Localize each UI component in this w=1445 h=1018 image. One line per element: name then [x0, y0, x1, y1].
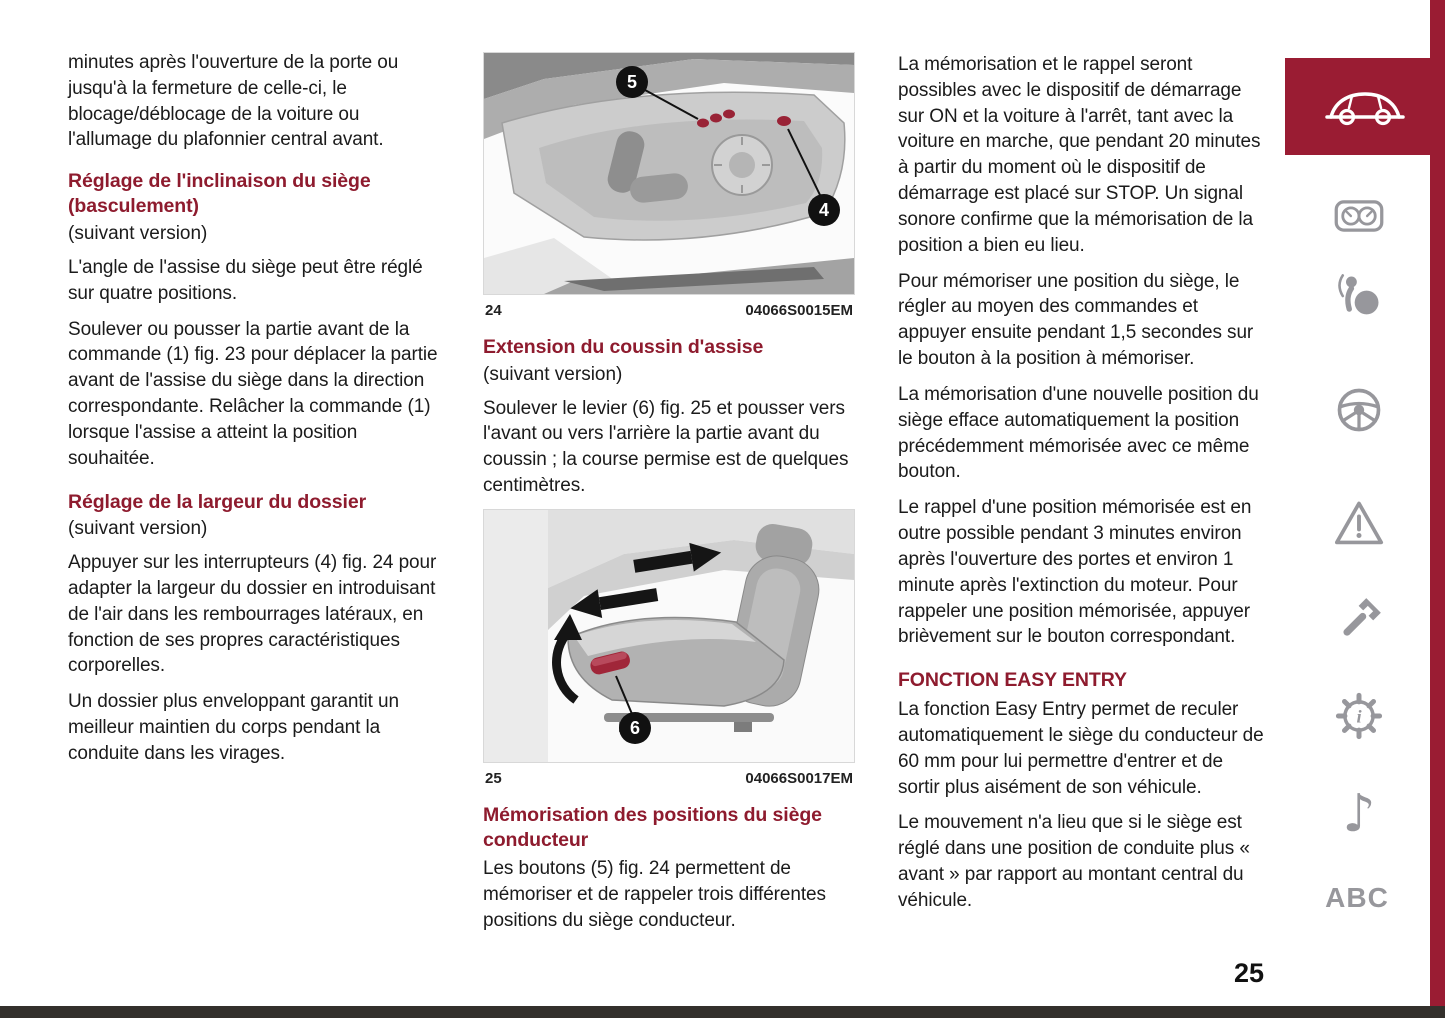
paragraph-memory-store: Pour mémoriser une position du siège, le régler au moyen des commandes et appuyer ensuite pendant 1,5 secondes sur le bouton à la position à mémoriser. — [898, 270, 1254, 370]
gauges-icon — [1333, 190, 1385, 242]
sidebar-tab-multimedia[interactable] — [1329, 784, 1389, 844]
paragraph-easy-entry: La fonction Easy Entry permet de reculer automatiquement le siège du conducteur de 60 mm pour lui permettre d'entrer et de sortir plus aisément de son véhicule. — [898, 699, 1264, 798]
figure-25-caption — [485, 770, 853, 787]
gear-info-icon — [1333, 690, 1385, 742]
middle-column — [483, 52, 855, 943]
paragraph-backrest-support: Un dossier plus enveloppant garantit un meilleur maintien du corps pendant la conduite dans les virages. — [68, 691, 399, 764]
paragraph-door-timer: minutes après l'ouverture de la porte ou jusqu'à la fermeture de celle-ci, le blocage/déblocage de la voiture ou l'allumage du plafonnier central avant. — [68, 52, 399, 151]
width-button-graphic — [777, 116, 791, 126]
callout-4-number: 4 — [818, 200, 830, 220]
figure-number: 24 — [485, 302, 502, 319]
heading-easy-entry: FONCTION EASY ENTRY — [898, 669, 1127, 692]
warning-triangle-icon — [1333, 498, 1385, 550]
sidebar-tab-emergency[interactable] — [1329, 494, 1389, 554]
paragraph-memory-conditions: La mémorisation et le rappel seront possibles avec le dispositif de démarrage sur ON et la voiture à l'arrêt, tant avec la voiture en marche, que pendant 20 minutes à partir du moment où le dispositif de démarrage est placé sur STOP. Un signal sonore confirme que la mémorisation de la position a bien eu lieu. — [898, 54, 1261, 256]
sidebar-tab-vehicle[interactable] — [1285, 58, 1445, 155]
paragraph-easy-entry-condition: Le mouvement n'a lieu que si le siège est réglé dans une position de conduite plus « avant » par rapport au montant central du véhicule. — [898, 812, 1250, 911]
svg-text:i: i — [1356, 706, 1362, 727]
paragraph-memory-buttons: Les boutons (5) fig. 24 permettent de mémoriser et de rappeler trois différentes positions du siège conducteur. — [483, 857, 826, 931]
heading-seat-memory: Mémorisation des positions du siège conducteur — [483, 803, 822, 851]
version-note: (suivant version) — [68, 223, 208, 245]
steering-wheel-icon — [1333, 384, 1385, 436]
airbag-icon — [1333, 270, 1385, 322]
version-note: (suivant version) — [68, 518, 208, 540]
callout-6-number: 6 — [629, 717, 641, 738]
left-column — [68, 50, 448, 777]
figure-24-caption — [485, 302, 853, 319]
figure-25 — [483, 509, 855, 763]
paragraph-cushion-lever: Soulever le levier (6) fig. 25 et pousser vers l'avant ou vers l'arrière la partie avant du coussin ; la course permise est de quelques centimètres. — [483, 397, 849, 497]
wrench-icon — [1333, 594, 1385, 646]
heading-cushion-extension: Extension du coussin d'assise — [483, 336, 764, 358]
paragraph-tilt-positions: L'angle de l'assise du siège peut être réglé sur quatre positions. — [68, 256, 423, 304]
paragraph-tilt-control: Soulever ou pousser la partie avant de la commande (1) fig. 23 pour déplacer la partie avant de l'assise du siège dans la direction correspondante. Relâcher la commande (1) lorsque l'assise a atteint la position souhaitée. — [68, 318, 438, 469]
abc-label: ABC — [1325, 882, 1389, 913]
right-column — [898, 52, 1264, 924]
page-number: 25 — [1233, 958, 1264, 988]
figure-24 — [483, 52, 855, 295]
paragraph-memory-recall: Le rappel d'une position mémorisée est en outre possible pendant 3 minutes environ après l'ouverture des portes et environ 1 minute après l'extinction du moteur. Pour rappeler une position mémorisée, appuyer brièvement sur le bouton correspondant. — [898, 497, 1252, 648]
pillar-graphic — [484, 510, 548, 762]
seat-controls-illustration — [484, 53, 854, 294]
music-note-icon: ♪ — [1342, 784, 1376, 844]
sidebar-tab-index[interactable] — [1313, 882, 1401, 914]
paragraph-backrest-switches: Appuyer sur les interrupteurs (4) fig. 24 pour adapter la largeur du dossier en introduisant de l'air dans les rembourrages latéraux, en fonction de ses propres caractéristiques corporelles. — [68, 552, 437, 677]
figure-number: 25 — [485, 769, 502, 787]
figure-code: 04066S0015EM — [745, 302, 853, 319]
sidebar-tab-driving[interactable] — [1329, 380, 1389, 440]
sidebar-tab-instrument-panel[interactable] — [1329, 186, 1389, 246]
paragraph-memory-overwrite: La mémorisation d'une nouvelle position du siège efface automatiquement la position précédemment mémorisée avec ce même bouton. — [898, 383, 1259, 483]
sidebar-tab-safety[interactable] — [1329, 266, 1389, 326]
cushion-extension-illustration — [484, 510, 854, 762]
sidebar-tab-technical-data[interactable] — [1329, 686, 1389, 746]
callout-5-number: 5 — [626, 72, 638, 92]
sidebar-tab-maintenance[interactable] — [1329, 590, 1389, 650]
heading-backrest-width: Réglage de la largeur du dossier — [68, 490, 367, 513]
heading-seat-tilt: Réglage de l'inclinaison du siège (basculement) — [68, 170, 371, 218]
figure-code: 04066S0017EM — [745, 769, 853, 787]
car-icon — [1322, 82, 1408, 132]
version-note: (suivant version) — [483, 363, 623, 385]
page-bottom-bar — [0, 1006, 1445, 1018]
